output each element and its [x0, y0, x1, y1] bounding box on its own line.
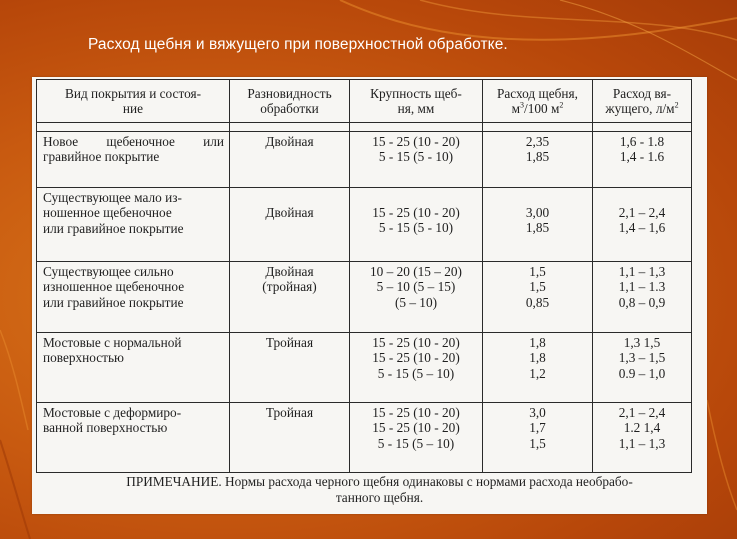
cell-gravel: 3,00 1,85: [483, 188, 593, 262]
cell-size: 10 – 20 (15 – 20) 5 – 10 (5 – 15) (5 – 10): [350, 262, 483, 333]
scanned-table-image: [32, 77, 707, 514]
cell-treatment: Двойная (тройная): [230, 262, 350, 333]
header-treatment-kind: Разновидность обработки: [230, 80, 350, 123]
cell-gravel: 2,35 1,85: [483, 132, 593, 188]
cell-size: 15 - 25 (10 - 20) 15 - 25 (10 - 20) 5 - 15 (5 – 10): [350, 403, 483, 473]
header-gravel-size: Крупность щеб- ня, мм: [350, 80, 483, 123]
cell-surface-type: Существующее сильно изношенное щебеночное или гравийное покрытие: [37, 262, 230, 333]
table-row: [37, 403, 692, 473]
cell-surface-type: Мостовые с деформиро- ванной поверхностью: [37, 403, 230, 473]
cell-size: 15 - 25 (10 - 20) 15 - 25 (10 - 20) 5 - 15 (5 – 10): [350, 333, 483, 403]
cell-surface-type: Мостовые с нормальной поверхностью: [37, 333, 230, 403]
header-surface-type: Вид покрытия и состоя- ние: [37, 80, 230, 123]
cell-treatment: Двойная: [230, 188, 350, 262]
cell-binder: 1,6 - 1.8 1,4 - 1.6: [593, 132, 692, 188]
table-note: ПРИМЕЧАНИЕ. Нормы расхода черного щебня одинаковы с нормами расхода необрабо- танного щебня.: [126, 474, 633, 505]
slide-title: Расход щебня и вяжущего при поверхностной обработке.: [88, 36, 508, 53]
cell-surface-type: Существующее мало из- ношенное щебеночное или гравийное покрытие: [37, 188, 230, 262]
table-row: [37, 333, 692, 403]
cell-size: 15 - 25 (10 - 20) 5 - 15 (5 - 10): [350, 188, 483, 262]
cell-binder: 1,3 1,5 1,3 – 1,5 0.9 – 1,0: [593, 333, 692, 403]
cell-binder: 2,1 – 2,4 1.2 1,4 1,1 – 1,3: [593, 403, 692, 473]
cell-surface-type: Новое щебеночное или гравийное покрытие: [37, 132, 230, 188]
gravel-binder-consumption-table: [36, 79, 692, 473]
cell-treatment: Двойная: [230, 132, 350, 188]
header-binder-consumption: Расход вя- жущего, $л/м^2$: [593, 80, 692, 123]
table-row: [37, 132, 692, 188]
cell-size: 15 - 25 (10 - 20) 5 - 15 (5 - 10): [350, 132, 483, 188]
cell-gravel: 1,5 1,5 0,85: [483, 262, 593, 333]
cell-gravel: 3,0 1,7 1,5: [483, 403, 593, 473]
table-row: [37, 188, 692, 262]
table-row: [37, 262, 692, 333]
cell-binder: 2,1 – 2,4 1,4 – 1,6: [593, 188, 692, 262]
cell-treatment: Тройная: [230, 403, 350, 473]
cell-treatment: Тройная: [230, 333, 350, 403]
cell-binder: 1,1 – 1,3 1,1 – 1.3 0,8 – 0,9: [593, 262, 692, 333]
table-header-row: [37, 80, 692, 123]
cell-gravel: 1,8 1,8 1,2: [483, 333, 593, 403]
header-gravel-consumption: Расход щебня, $м^3/100$ $м^2$: [483, 80, 593, 123]
